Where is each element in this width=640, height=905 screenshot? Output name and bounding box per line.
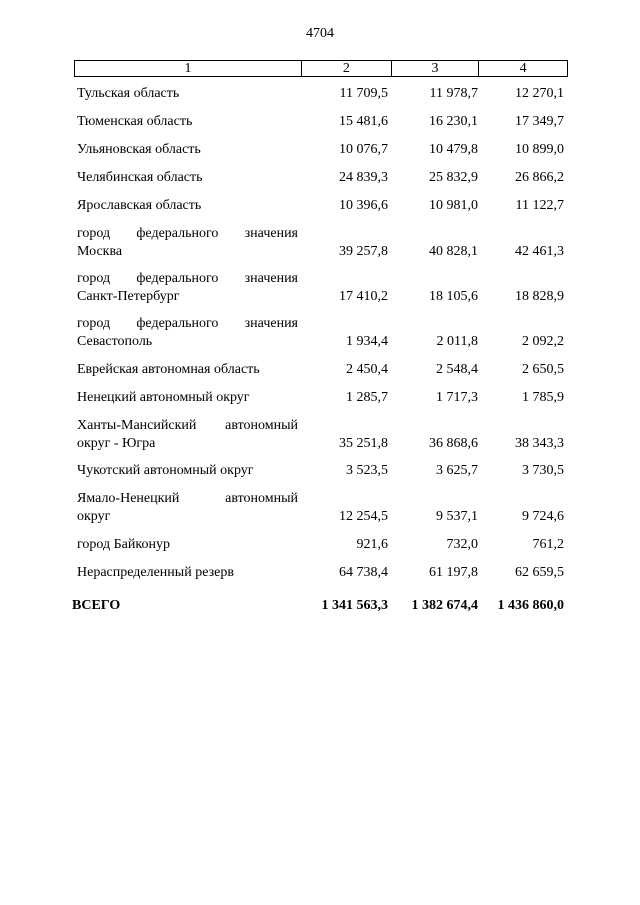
region-name-line: округ xyxy=(77,509,111,524)
region-name xyxy=(77,564,298,582)
column-header-4: 4 xyxy=(519,61,527,76)
value-col-4: 11 122,7 xyxy=(515,198,564,213)
region-name-line: Нераспределенный резерв xyxy=(77,565,234,580)
region-name xyxy=(77,141,298,159)
region-name xyxy=(77,169,298,187)
value-col-2: 39 257,8 xyxy=(339,244,388,259)
total-value-col-2: 1 341 563,3 xyxy=(321,598,388,613)
table-header xyxy=(74,60,568,77)
value-col-4: 10 899,0 xyxy=(515,142,564,157)
region-name xyxy=(77,536,298,554)
value-col-4: 17 349,7 xyxy=(515,114,564,129)
region-name-line: город федерального значения xyxy=(77,316,298,331)
region-name xyxy=(77,490,298,526)
column-header-3: 3 xyxy=(392,61,480,76)
value-col-4: 62 659,5 xyxy=(515,565,564,580)
value-col-4: 1 785,9 xyxy=(522,390,564,405)
value-col-4: 2 092,2 xyxy=(522,334,564,349)
value-col-2: 921,6 xyxy=(356,537,388,552)
value-col-2: 1 934,4 xyxy=(346,334,388,349)
value-col-3: 16 230,1 xyxy=(429,114,478,129)
value-col-2: 15 481,6 xyxy=(339,114,388,129)
region-name-line: город федерального значения xyxy=(77,226,298,241)
region-name-line: округ - Югра xyxy=(77,436,156,451)
column-header-1: 1 xyxy=(75,61,302,76)
region-name-line: Чукотский автономный округ xyxy=(77,463,254,478)
value-col-2: 12 254,5 xyxy=(339,509,388,524)
region-name xyxy=(77,389,298,407)
value-col-4: 2 650,5 xyxy=(522,362,564,377)
value-col-3: 36 868,6 xyxy=(429,436,478,451)
region-name-line: Ульяновская область xyxy=(77,142,201,157)
value-col-4: 42 461,3 xyxy=(515,244,564,259)
region-name-line: Ямало-Ненецкий автономный xyxy=(77,491,298,506)
value-col-3: 10 479,8 xyxy=(429,142,478,157)
region-name xyxy=(77,361,298,379)
region-name-line: город Байконур xyxy=(77,537,170,552)
region-name-line: Санкт-Петербург xyxy=(77,289,180,304)
region-name xyxy=(77,417,298,453)
value-col-3: 732,0 xyxy=(446,537,478,552)
region-name-line: Тульская область xyxy=(77,86,180,101)
region-name-line: Челябинская область xyxy=(77,170,203,185)
value-col-2: 10 396,6 xyxy=(339,198,388,213)
region-name xyxy=(77,85,298,103)
page-number: 4704 xyxy=(306,26,334,41)
value-col-3: 61 197,8 xyxy=(429,565,478,580)
value-col-4: 12 270,1 xyxy=(515,86,564,101)
region-name-line: Ненецкий автономный округ xyxy=(77,390,250,405)
region-name xyxy=(77,225,298,261)
value-col-2: 2 450,4 xyxy=(346,362,388,377)
total-value-col-3: 1 382 674,4 xyxy=(411,598,478,613)
value-col-3: 9 537,1 xyxy=(436,509,478,524)
total-value-col-4: 1 436 860,0 xyxy=(497,598,564,613)
value-col-3: 10 981,0 xyxy=(429,198,478,213)
region-name xyxy=(77,270,298,306)
value-col-4: 38 343,3 xyxy=(515,436,564,451)
region-name xyxy=(77,197,298,215)
value-col-2: 10 076,7 xyxy=(339,142,388,157)
value-col-2: 17 410,2 xyxy=(339,289,388,304)
region-name xyxy=(77,113,298,131)
value-col-3: 18 105,6 xyxy=(429,289,478,304)
value-col-2: 35 251,8 xyxy=(339,436,388,451)
value-col-3: 2 548,4 xyxy=(436,362,478,377)
region-name-line: город федерального значения xyxy=(77,271,298,286)
value-col-4: 9 724,6 xyxy=(522,509,564,524)
region-name-line: Москва xyxy=(77,244,123,259)
value-col-3: 1 717,3 xyxy=(436,390,478,405)
region-name-line: Тюменская область xyxy=(77,114,193,129)
value-col-3: 2 011,8 xyxy=(436,334,478,349)
region-name-line: Еврейская автономная область xyxy=(77,362,260,377)
region-name-line: Ярославская область xyxy=(77,198,202,213)
value-col-3: 25 832,9 xyxy=(429,170,478,185)
column-header-2: 2 xyxy=(302,61,392,76)
region-name-line: Севастополь xyxy=(77,334,153,349)
value-col-4: 3 730,5 xyxy=(522,463,564,478)
total-label: ВСЕГО xyxy=(72,598,121,613)
value-col-3: 3 625,7 xyxy=(436,463,478,478)
value-col-2: 64 738,4 xyxy=(339,565,388,580)
region-name xyxy=(77,315,298,351)
value-col-2: 3 523,5 xyxy=(346,463,388,478)
value-col-2: 24 839,3 xyxy=(339,170,388,185)
value-col-4: 761,2 xyxy=(532,537,564,552)
value-col-4: 18 828,9 xyxy=(515,289,564,304)
value-col-2: 11 709,5 xyxy=(339,86,388,101)
region-name-line: Ханты-Мансийский автономный xyxy=(77,418,298,433)
region-name xyxy=(77,462,298,480)
value-col-3: 11 978,7 xyxy=(429,86,478,101)
value-col-2: 1 285,7 xyxy=(346,390,388,405)
value-col-4: 26 866,2 xyxy=(515,170,564,185)
value-col-3: 40 828,1 xyxy=(429,244,478,259)
